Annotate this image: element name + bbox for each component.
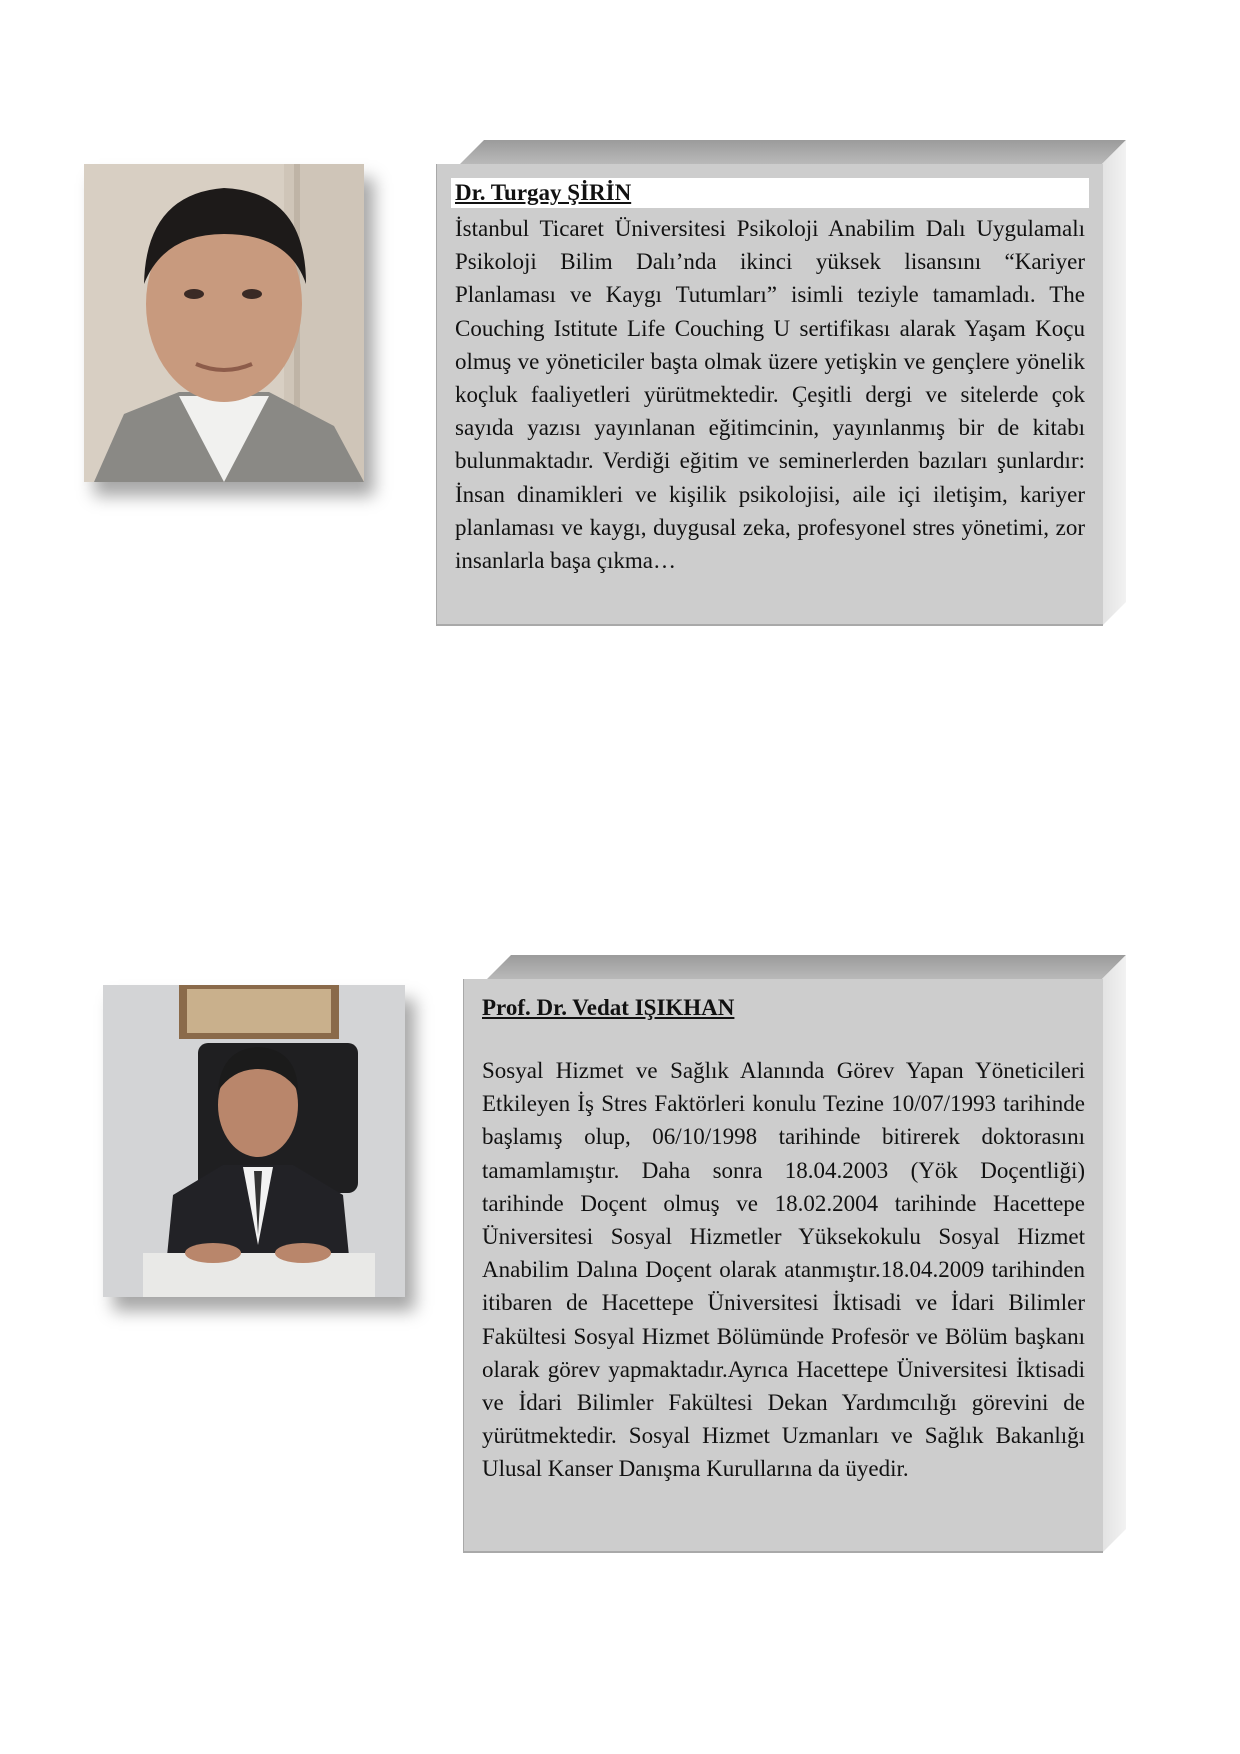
- card-bevel-top: [460, 140, 1126, 164]
- portrait-illustration: [84, 164, 364, 482]
- profile-card-turgay-sirin: [436, 140, 1126, 626]
- profile-name: Prof. Dr. Vedat IŞIKHAN: [482, 995, 735, 1020]
- profile-photo-turgay-sirin: [84, 164, 364, 482]
- profile-card-vedat-isikhan: [463, 955, 1126, 1553]
- profile-bio: İstanbul Ticaret Üniversitesi Psikoloji Anabilim Dalı Uygulamalı Psikoloji Bilim Dalı’nda ikinci yüksek lisansını “Kariyer Planlaması ve Kaygı Tutumları” isimli teziyle tamamladı. The Couching Istitute Life Couching U sertifikası alarak Yaşam Koçu olmuş ve yöneticiler başta olmak üzere yetişkin ve gençlere yönelik koçluk faaliyetleri yürütmektedir. Çeşitli dergi ve sitelerde çok sayıda yazısı yayınlanan eğitimcinin, yayınlanmış bir de kitabı bulunmaktadır. Verdiği eğitim ve seminerlerden bazıları şunlardır: İnsan dinamikleri ve kişilik psikolojisi, aile içi iletişim, kariyer planlaması ve kaygı, duygusal zeka, profesyonel stres yönetimi, zor insanlarla başa çıkma…: [455, 216, 1085, 574]
- portrait-illustration: [103, 985, 405, 1297]
- card-face: [463, 979, 1103, 1553]
- card-bevel-right: [1102, 140, 1126, 626]
- profile-bio: Sosyal Hizmet ve Sağlık Alanında Görev Yapan Yöneticileri Etkileyen İş Stres Faktörleri konulu Tezine 10/07/1993 tarihinde başlamış olup, 06/10/1998 tarihinde bitirerek doktorasını tamamlamıştır. Daha sonra 18.04.2003 (Yök Doçentliği) tarihinde Doçent olmuş ve 18.02.2004 tarihinde Hacettepe Üniversitesi Sosyal Hizmetler Yüksekokulu Sosyal Hizmet Anabilim Dalına Doçent olarak atanmıştır.18.04.2009 tarihinden itibaren de Hacettepe Üniversitesi İktisadi ve İdari Bilimler Fakültesi Sosyal Hizmet Bölümünde Profesör ve Bölüm başkanı olarak görev yapmaktadır.Ayrıca Hacettepe Üniversitesi İktisadi ve İdari Bilimler Fakültesi Dekan Yardımcılığı görevini de yürütmektedir. Sosyal Hizmet Uzmanları ve Sağlık Bakanlığı Ulusal Kanser Danışma Kurullarına da üyedir.: [482, 1058, 1085, 1482]
- card-bevel-right: [1102, 955, 1126, 1553]
- card-face: [436, 164, 1103, 626]
- profile-photo-vedat-isikhan: [103, 985, 405, 1297]
- card-bevel-top: [487, 955, 1126, 979]
- profile-name: Dr. Turgay ŞİRİN: [451, 178, 1089, 208]
